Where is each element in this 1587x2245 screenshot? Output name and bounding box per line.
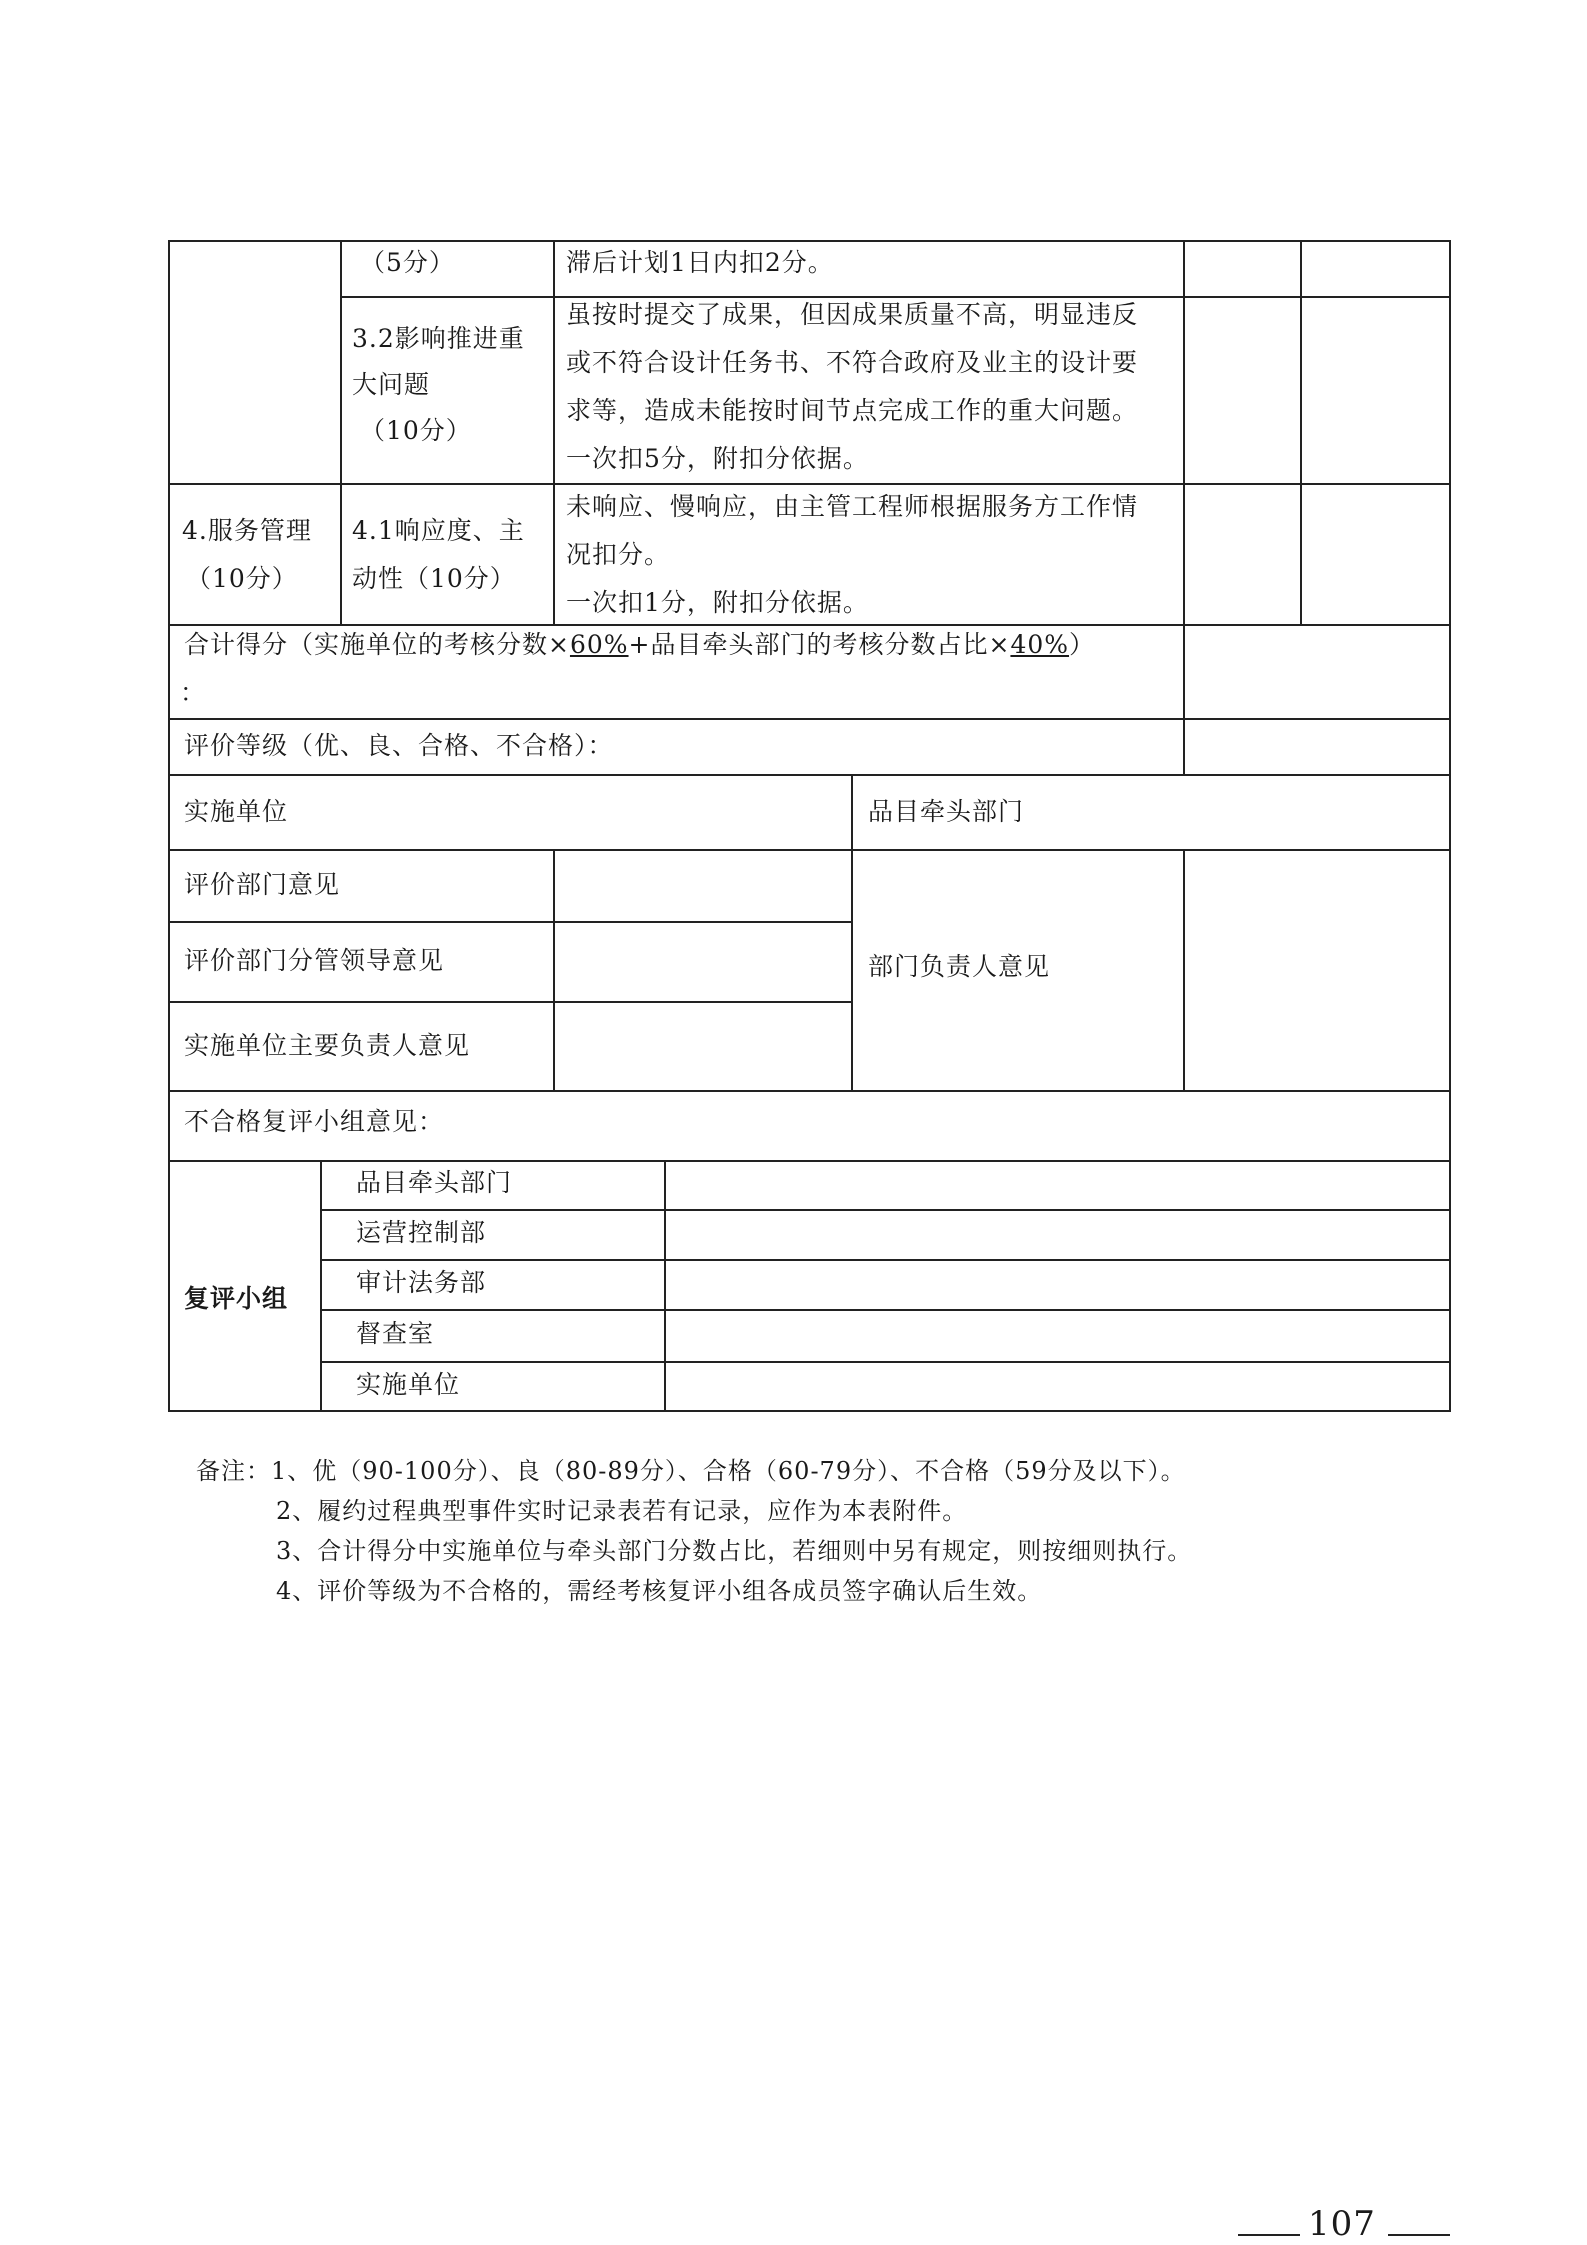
row1-sub-score: （5分） <box>360 248 455 277</box>
table-border <box>168 240 170 1412</box>
table-border <box>168 718 1450 720</box>
review-group-label: 复评小组 <box>184 1284 289 1313</box>
table-border <box>320 1160 322 1412</box>
table-border <box>851 774 853 1092</box>
dept-head-opinion-label: 部门负责人意见 <box>868 952 1051 981</box>
row3-criteria-line1: 未响应、慢响应，由主管工程师根据服务方工作情 <box>566 492 1139 521</box>
unit-head-opinion-label: 实施单位主要负责人意见 <box>184 1031 471 1060</box>
table-border <box>1183 240 1185 776</box>
row3-criteria-line2: 况扣分。 <box>566 540 671 569</box>
row2-criteria-line2: 或不符合设计任务书、不符合政府及业主的设计要 <box>566 348 1139 377</box>
table-border <box>168 1090 1450 1092</box>
review-opinion-label: 不合格复评小组意见： <box>184 1107 445 1136</box>
grade-label: 评价等级（优、良、合格、不合格）： <box>184 731 614 760</box>
lead-department-label: 品目牵头部门 <box>868 797 1025 826</box>
review-member: 审计法务部 <box>356 1268 487 1297</box>
row2-sub-line1: 3.2影响推进重 <box>352 324 525 353</box>
total-score-formula <box>184 622 1095 668</box>
review-member: 实施单位 <box>356 1370 461 1399</box>
table-border <box>168 1410 1450 1412</box>
row2-criteria-line1: 虽按时提交了成果，但因成果质量不高，明显违反 <box>566 300 1139 329</box>
table-border <box>168 849 1450 851</box>
table-border <box>664 1160 666 1412</box>
row3-category-line2: （10分） <box>186 564 298 593</box>
review-member: 督查室 <box>356 1319 435 1348</box>
table-border <box>320 1309 1450 1311</box>
table-border <box>320 1361 1450 1363</box>
eval-dept-opinion-label: 评价部门意见 <box>184 870 341 899</box>
note-line-4: 4、评价等级为不合格的，需经考核复评小组各成员签字确认后生效。 <box>276 1577 1043 1605</box>
total-prefix: 合计得分（实施单位的考核分数× <box>184 630 570 659</box>
total-pct2: 40% <box>1010 630 1070 659</box>
table-border <box>168 921 851 923</box>
page-number-footer <box>1238 2204 1458 2244</box>
footer-dash-left <box>1238 2234 1300 2236</box>
note-line-2: 2、履约过程典型事件实时记录表若有记录，应作为本表附件。 <box>276 1497 968 1525</box>
table-border <box>1183 849 1185 1092</box>
footer-dash-right <box>1388 2234 1450 2236</box>
row3-sub-line2: 动性（10分） <box>352 564 516 593</box>
review-member: 运营控制部 <box>356 1218 487 1247</box>
row2-sub-line2: 大问题 <box>352 370 431 399</box>
table-border <box>320 1259 1450 1261</box>
table-border <box>1300 240 1302 626</box>
page-number: 107 <box>1308 2204 1376 2244</box>
table-border <box>320 1209 1450 1211</box>
row1-criteria: 滞后计划1日内扣2分。 <box>566 248 834 277</box>
review-member: 品目牵头部门 <box>356 1168 513 1197</box>
row3-category-line1: 4.服务管理 <box>182 516 312 545</box>
row2-criteria-line4: 一次扣5分，附扣分依据。 <box>566 444 869 473</box>
row3-sub-line1: 4.1响应度、主 <box>352 516 525 545</box>
table-border <box>168 1001 851 1003</box>
row2-criteria-line3: 求等，造成未能按时间节点完成工作的重大问题。 <box>566 396 1139 425</box>
table-border <box>553 240 555 626</box>
row2-sub-line3: （10分） <box>360 416 472 445</box>
table-border <box>553 849 555 1092</box>
table-border <box>1449 240 1451 1412</box>
total-pct1: 60% <box>569 630 629 659</box>
total-suffix: ） <box>1069 630 1096 659</box>
total-middle: +品目牵头部门的考核分数占比× <box>628 630 1011 659</box>
implementing-unit-label: 实施单位 <box>184 797 289 826</box>
table-border <box>168 774 1450 776</box>
note-line-3: 3、合计得分中实施单位与牵头部门分数占比，若细则中另有规定，则按细则执行。 <box>276 1537 1193 1565</box>
eval-leader-opinion-label: 评价部门分管领导意见 <box>184 946 445 975</box>
row3-criteria-line3: 一次扣1分，附扣分依据。 <box>566 588 869 617</box>
note-line-1: 备注：1、优（90-100分）、良（80-89分）、合格（60-79分）、不合格（59分及以下）。 <box>196 1457 1186 1485</box>
table-border <box>340 240 342 626</box>
total-colon: ： <box>180 678 207 707</box>
